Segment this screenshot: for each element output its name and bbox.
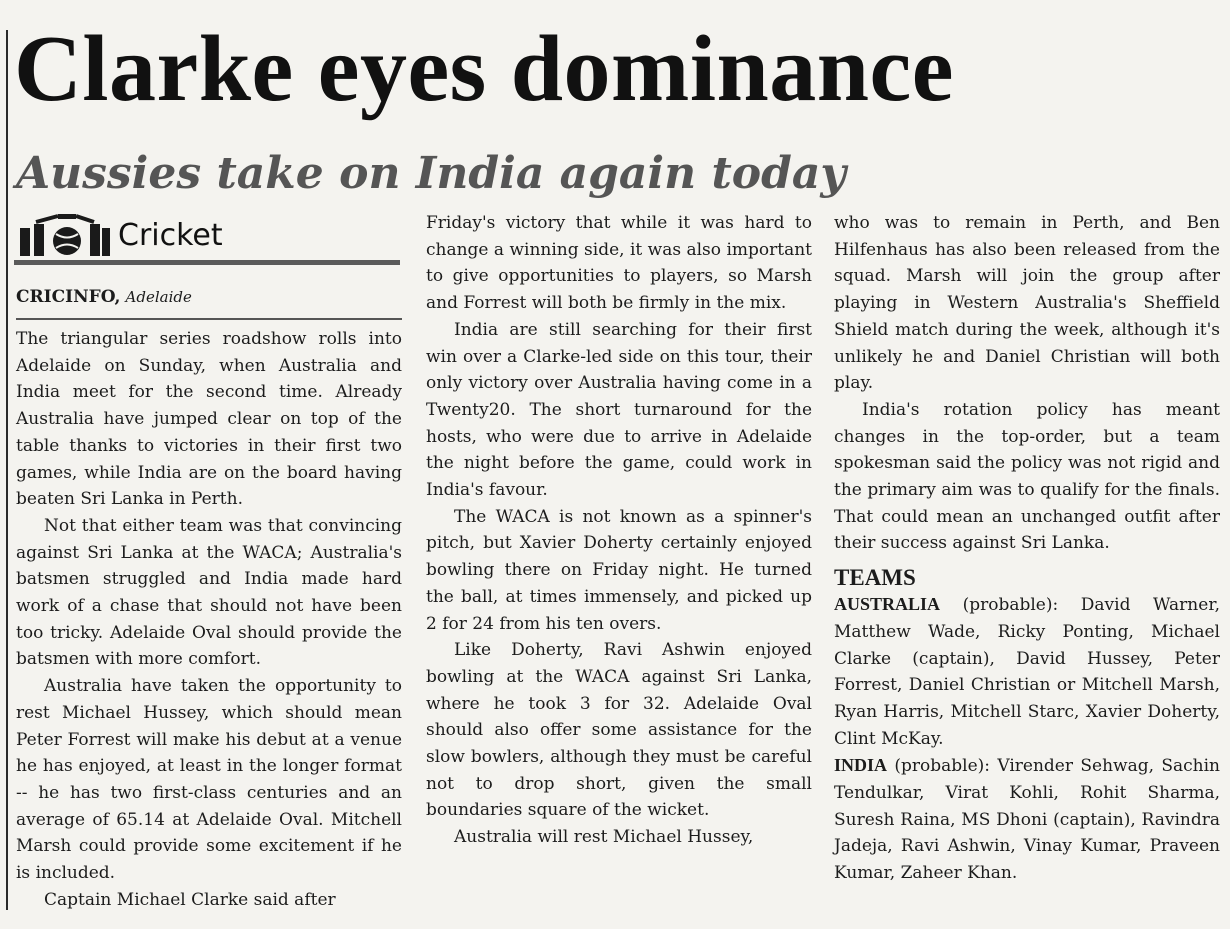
paragraph: The WACA is not known as a spinner's pitch, but Xavier Doherty certainly enjoyed bowling there on Friday night. He turned the ball, at times immensely, and picked up 2 for 24 from his ten overs. xyxy=(426,506,812,634)
left-column-rule xyxy=(6,30,8,910)
paragraph: Not that either team was that convincing against Sri Lanka at the WACA; Australia's batsmen struggled and India made hard work of a chase that should not have been too tricky. Adelaide Oval should provide the batsmen with more comfort. xyxy=(16,515,402,670)
india-team-list xyxy=(834,752,1220,887)
paragraph: The triangular series roadshow rolls into Adelaide on Sunday, when Australia and India meet for the second time. Already Australia have jumped clear on top of the table thanks to victories in their first two games, while India are on the board having beaten Sri Lanka in Perth. xyxy=(16,329,402,510)
team-name-india: INDIA xyxy=(834,755,888,776)
cricket-stumps-icon xyxy=(16,214,112,258)
paragraph: India are still searching for their first win over a Clarke-led side on this tour, their only victory over Australia having come in a Twenty20. The short turnaround for the hosts, who were due to arrive in Adelaide the night before the game, could work in India's favour. xyxy=(426,319,812,501)
paragraph: Australia will rest Michael Hussey, xyxy=(454,827,754,848)
team-qualifier: (probable): xyxy=(940,595,1081,616)
section-label: Cricket xyxy=(118,218,223,253)
team-name-australia: AUSTRALIA xyxy=(834,594,941,615)
article-column-3 xyxy=(834,210,1220,887)
paragraph: India's rotation policy has meant changes in the top-order, but a team spokesman said the policy was not rigid and the primary aim was to qualify for the finals. That could mean an unchanged outfit after their success against Sri Lanka. xyxy=(834,399,1220,554)
article-column-1 xyxy=(16,326,402,913)
paragraph: Captain Michael Clarke said after xyxy=(44,889,336,910)
team-players-india: Virender Sehwag, Sachin Tendulkar, Virat Kohli, Rohit Sharma, Suresh Raina, MS Dhoni (captain), Ravindra Jadeja, Ravi Ashwin, Vinay Kumar, Praveen Kumar, Zaheer Khan. xyxy=(834,756,1220,884)
paragraph: Like Doherty, Ravi Ashwin enjoyed bowling at the WACA against Sri Lanka, where he took 3 for 32. Adelaide Oval should also offer some assistance for the slow bowlers, although they must be careful not to drop short, given the small boundaries square of the wicket. xyxy=(426,640,812,821)
team-qualifier: (probable): xyxy=(887,756,998,777)
team-players-australia: David Warner, Matthew Wade, Ricky Ponting, Michael Clarke (captain), David Hussey, Peter Forrest, Daniel Christian or Mitchell Marsh, Ryan Harris, Mitchell Starc, Xavier Doherty, Clint McKay. xyxy=(834,595,1220,749)
paragraph: Australia have taken the opportunity to rest Michael Hussey, which should mean Peter Forrest will make his debut at a venue he has enjoyed, at least in the longer format -- he has two first-class centuries and an average of 65.14 at Adelaide Oval. Mitchell Marsh could provide some excitement if he is included. xyxy=(16,676,402,884)
byline-source: CRICINFO, xyxy=(16,287,121,307)
paragraph: who was to remain in Perth, and Ben Hilfenhaus has also been released from the squad. Marsh will join the group after playing in Western Australia's Sheffield Shield match during the week, although it's unlikely he and Daniel Christian will both play. xyxy=(834,213,1220,394)
paragraph: Friday's victory that while it was hard to change a winning side, it was also important to give opportunities to players, so Marsh and Forrest will both be firmly in the mix. xyxy=(426,213,812,314)
australia-team-list xyxy=(834,591,1220,752)
subheadline: Aussies take on India again today xyxy=(16,148,846,199)
teams-heading: TEAMS xyxy=(834,565,916,591)
headline: Clarke eyes dominance xyxy=(14,17,954,121)
byline-place: Adelaide xyxy=(125,288,192,306)
section-tag xyxy=(14,212,400,265)
article-column-2 xyxy=(426,210,812,851)
byline xyxy=(16,286,402,320)
